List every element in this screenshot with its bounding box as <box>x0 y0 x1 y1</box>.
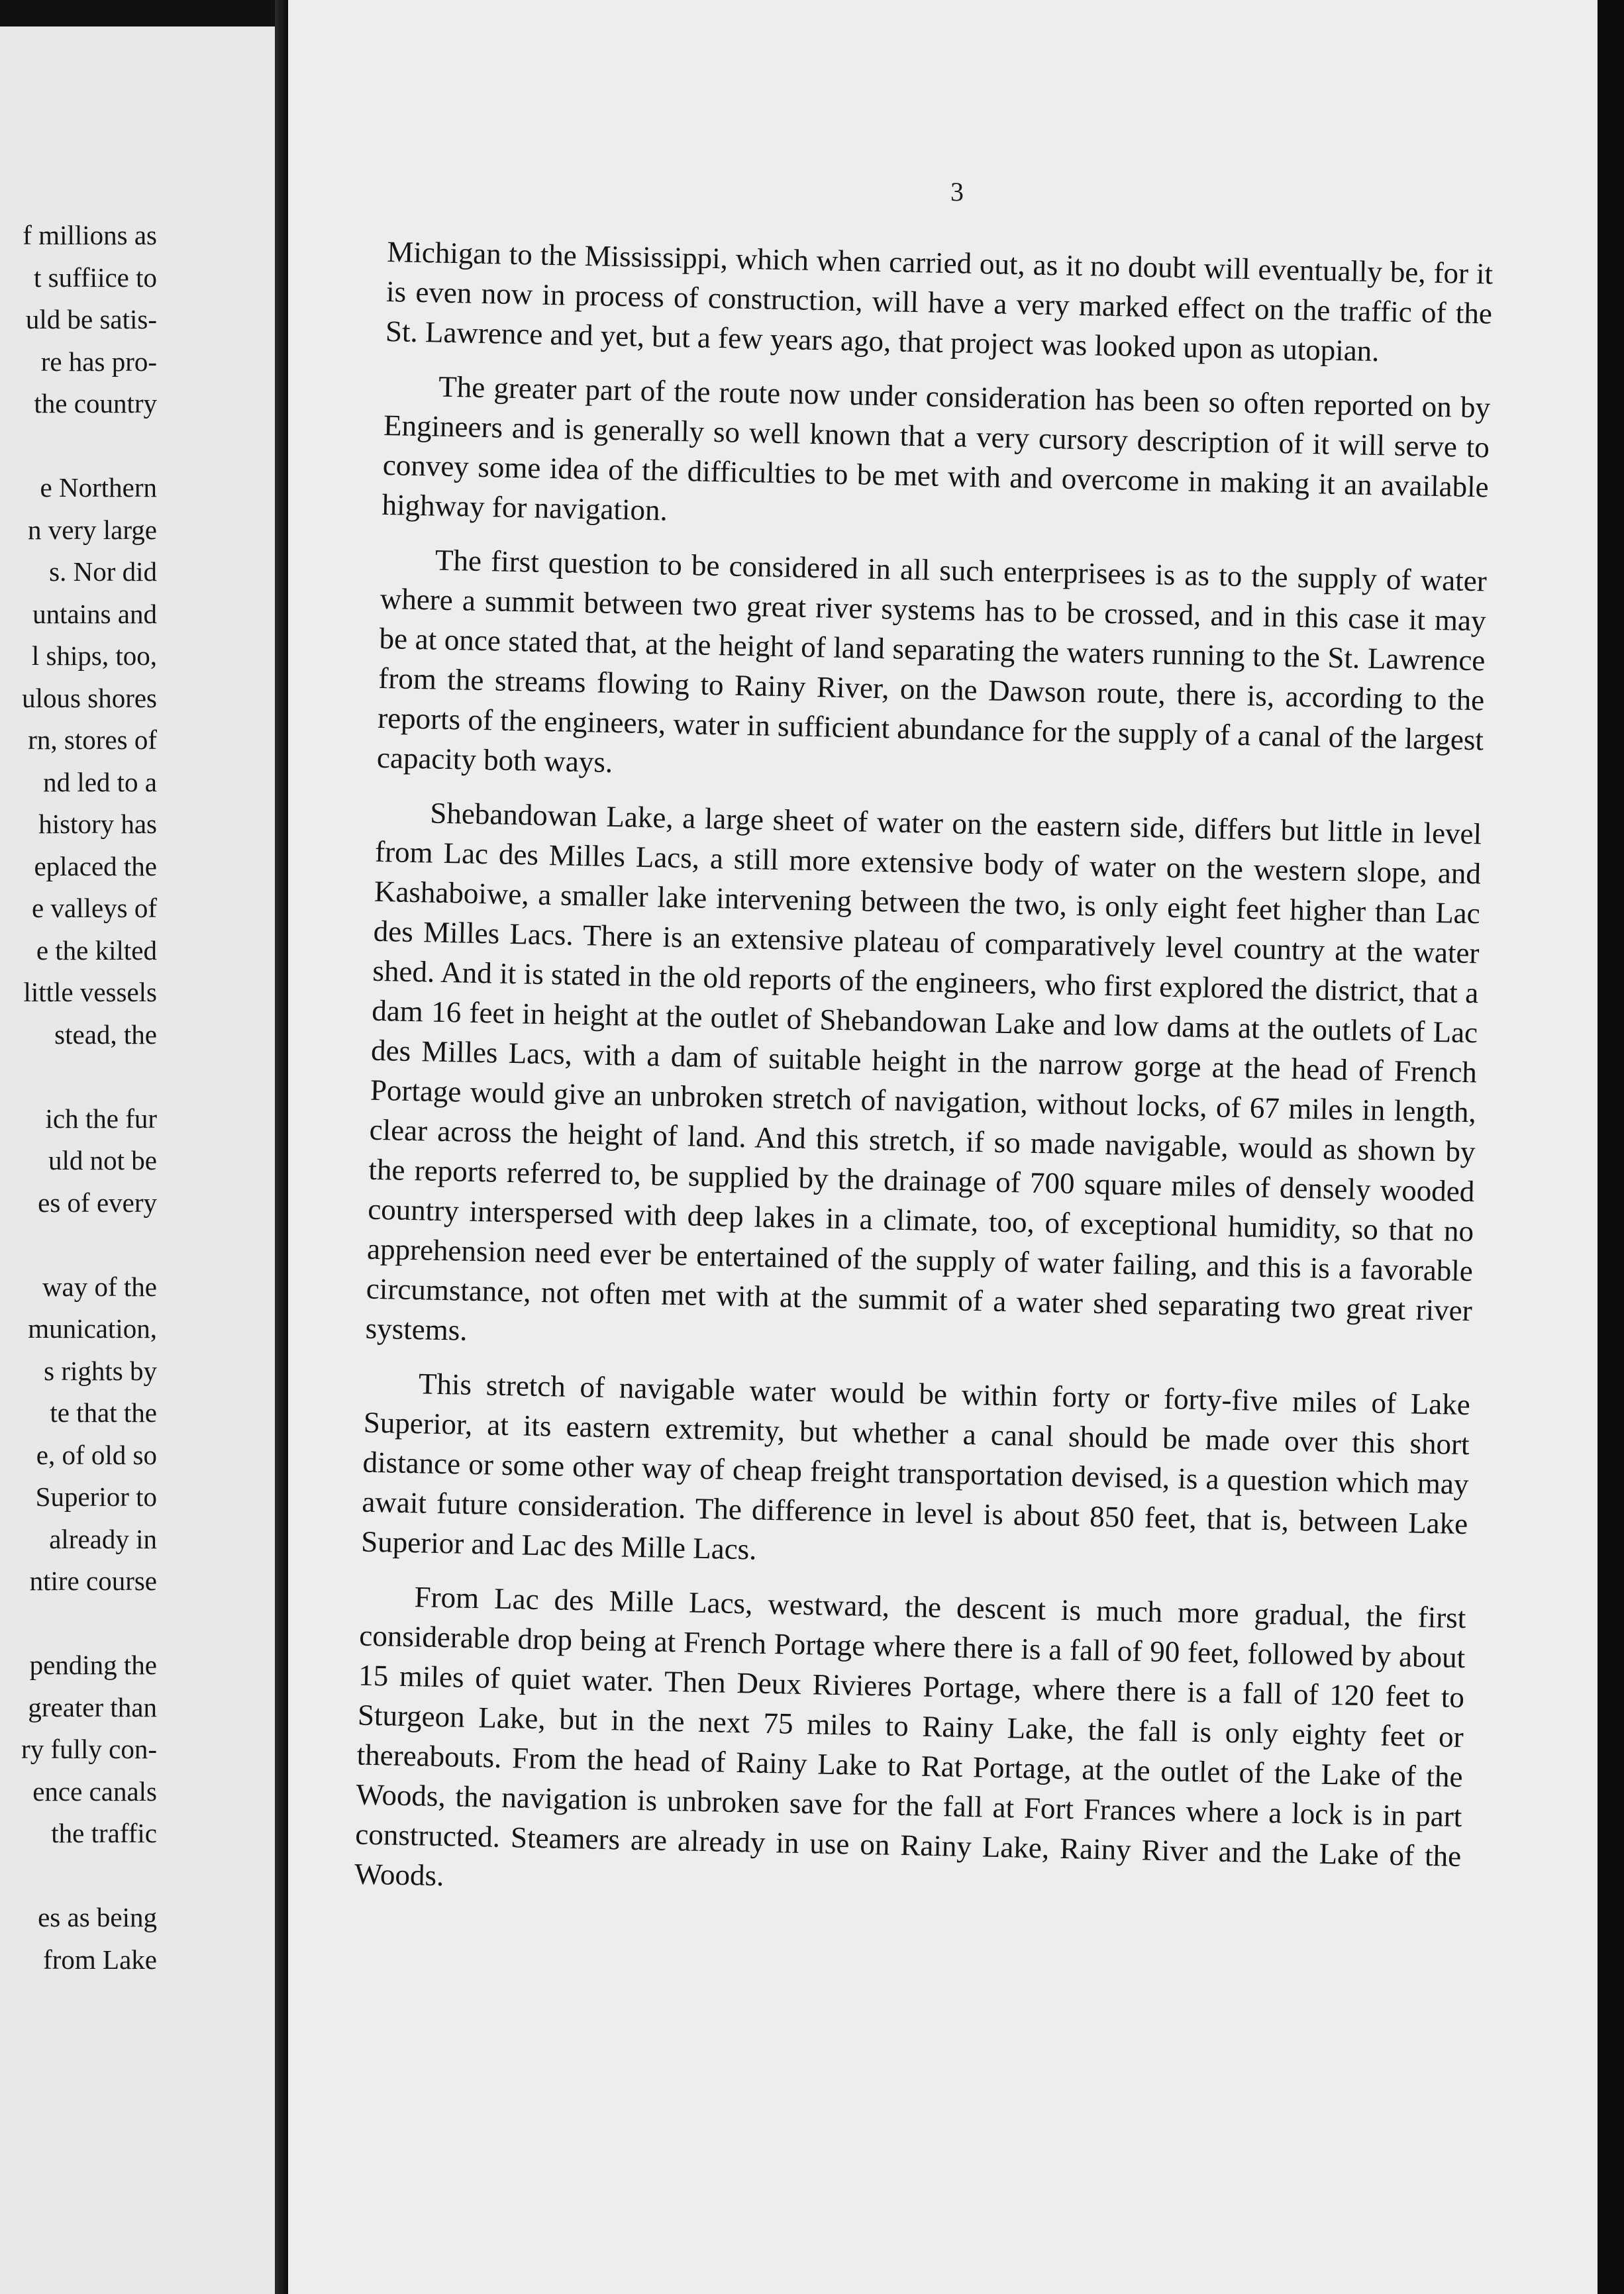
left-page-line: n very large <box>27 514 157 545</box>
left-page-line: es of every <box>38 1187 157 1218</box>
left-page-line: e valleys of <box>32 893 157 923</box>
left-page-line: es as being <box>38 1902 157 1932</box>
left-page-line: from Lake <box>43 1944 157 1975</box>
left-page-line: ulous shores <box>22 682 157 713</box>
left-page-line: e, of old so <box>36 1439 157 1470</box>
left-page-line: Superior to <box>35 1481 157 1512</box>
paragraph: Michigan to the Mississippi, which when carried out, as it no doubt will eventually be, for it is even now in process of construction, will have a very marked effect on the traffic of the St. Lawrence and yet, but a few years ago, that project was looked upon as utopian. <box>385 234 1494 368</box>
scan-right-edge <box>1598 0 1624 2294</box>
left-page-line: already in <box>49 1523 157 1554</box>
left-page-line: history has <box>38 809 157 839</box>
left-page-line: way of the <box>42 1271 157 1302</box>
left-page-line: f millions as <box>23 220 157 250</box>
page-number: 3 <box>950 177 964 207</box>
left-page-line: the traffic <box>51 1818 157 1848</box>
left-page-line: ntire course <box>29 1566 157 1596</box>
left-page-line: t suffiice to <box>34 262 157 293</box>
left-page-line: stead, the <box>54 1019 157 1050</box>
left-page-line: rn, stores of <box>28 724 157 755</box>
left-page-line: eplaced the <box>34 850 157 881</box>
left-page-line: munication, <box>28 1313 157 1344</box>
left-page-line: l ships, too, <box>31 640 157 671</box>
paragraph: The greater part of the route now under consideration has been so often reported on by Engineers and is generally so well known that a very cursory description of it will serve to convey some idea of the difficulties to be met with and overcome in making it an available highway for navigation. <box>381 370 1491 527</box>
left-page-line: s rights by <box>44 1355 157 1386</box>
left-page-line: te that the <box>50 1397 157 1428</box>
left-page-line: e the kilted <box>36 934 157 966</box>
paragraph: The first question to be considered in all such enterprisees is as to the supply of water where a summit between two great river systems has to be crossed, and in this case it may be at once stated that, at the height of land separating the waters running to the St. Lawrence from the streams flowing to Rainy River, on the Dawson route, there is, according to the reports of the engineers, water in sufficient abundance for the supply of a canal of the largest capacity both ways. <box>376 543 1488 779</box>
left-page-line: uld be satis- <box>25 304 157 334</box>
left-page-line: ence canals <box>32 1775 157 1807</box>
paragraph: This stretch of navigable water would be within forty or forty-five miles of Lake Superior, at its eastern extremity, but whether a canal should be made over this short distance or some other way of cheap freight transportation devised, is a question which may await future consideration. The difference in level is about 850 feet, that is, between Lake Superior and Lac des Mille Lacs. <box>360 1367 1471 1566</box>
left-page-line: the country <box>34 388 157 419</box>
left-page-line: little vessels <box>23 977 157 1007</box>
left-facing-page <box>0 26 275 2294</box>
left-page-line: uld not be <box>48 1145 157 1175</box>
left-page-line: nd led to a <box>43 766 157 797</box>
book-gutter <box>275 0 288 2294</box>
left-page-line: re has pro- <box>40 346 157 377</box>
paragraph: From Lac des Mille Lacs, westward, the descent is much more gradual, the first considerable drop being at French Portage where there is a fall of 90 feet, followed by about 15 miles of quiet water. Then Deux Rivieres Portage, where there is a fall of 120 feet to Sturgeon Lake, but in the next 75 miles to Rainy Lake, the fall is only eighty feet or thereabouts. From the head of Rainy Lake to Rat Portage, at the outlet of the Lake of the Woods, the navigation is unbroken save for the fall at Fort Frances where a lock is in part constructed. Steamers are already in use on Rainy Lake, Rainy River and the Lake of the Woods. <box>354 1580 1466 1893</box>
left-page-line: ich the fur <box>45 1103 157 1134</box>
left-page-line: e Northern <box>40 472 157 503</box>
body-text <box>354 232 1493 1930</box>
main-page <box>288 0 1598 2294</box>
left-page-line: s. Nor did <box>49 556 157 587</box>
left-page-line: ry fully con- <box>21 1734 157 1764</box>
left-page-line: greater than <box>28 1691 157 1722</box>
left-page-line: untains and <box>32 598 157 629</box>
left-page-line: pending the <box>29 1650 157 1680</box>
paragraph: Shebandowan Lake, a large sheet of water on the eastern side, differs but little in level from Lac des Milles Lacs, a still more extensive body of water on the western slope, and Kashaboiwe, a smaller lake intervening between the two, is only eight feet higher than Lac des Milles Lacs. There is an extensive plateau of comparatively level country at the water shed. And it is stated in the old reports of the engineers, who first explored the district, that a dam 16 feet in height at the outlet of Shebandowan Lake and low dams at the outlets of Lac des Milles Lacs, with a dam of suitable height in the narrow gorge at the head of French Portage would give an unbroken stretch of navigation, without locks, of 67 miles in length, clear across the height of land. And this stretch, if so made navigable, would as shown by the reports referred to, be supplied by the drainage of 700 square miles of densely wooded country interspersed with deep lakes in a climate, too, of exceptional humidity, so that no apprehension need ever be entertained of the supply of water failing, and this is a favorable circumstance, not often met with at the summit of a water shed separating two great river systems. <box>365 796 1482 1347</box>
